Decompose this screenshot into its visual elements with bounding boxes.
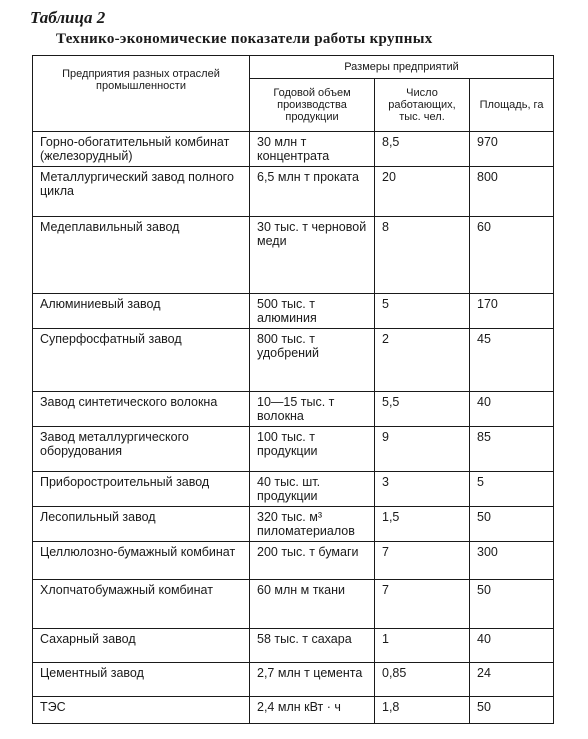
enterprise-name-cell: Целлюлозно-бумажный комбинат	[33, 542, 250, 580]
annual-volume-cell: 500 тыс. т алюминия	[250, 294, 375, 329]
annual-volume-cell: 6,5 млн т проката	[250, 167, 375, 217]
enterprise-name-cell: Суперфосфатный завод	[33, 329, 250, 392]
enterprise-name-cell: Завод металлургического оборудования	[33, 427, 250, 472]
area-cell: 60	[470, 217, 554, 294]
header-sizes-group: Размеры предприятий	[250, 56, 554, 79]
area-cell: 970	[470, 132, 554, 167]
annual-volume-cell: 30 тыс. т черновой меди	[250, 217, 375, 294]
table-row	[33, 167, 554, 217]
area-cell: 170	[470, 294, 554, 329]
table-row	[33, 472, 554, 507]
table-row	[33, 507, 554, 542]
workers-cell: 2	[375, 329, 470, 392]
area-cell: 5	[470, 472, 554, 507]
table-row	[33, 427, 554, 472]
header-enterprises: Предприятия разных отраслей промышленности	[33, 56, 250, 132]
annual-volume-cell: 30 млн т концентрата	[250, 132, 375, 167]
workers-cell: 9	[375, 427, 470, 472]
table-row	[33, 663, 554, 697]
annual-volume-cell: 10—15 тыс. т волокна	[250, 392, 375, 427]
area-cell: 40	[470, 629, 554, 663]
table-body	[33, 132, 554, 724]
workers-cell: 0,85	[375, 663, 470, 697]
workers-cell: 5	[375, 294, 470, 329]
table-row	[33, 580, 554, 629]
area-cell: 24	[470, 663, 554, 697]
area-cell: 40	[470, 392, 554, 427]
enterprise-name-cell: Алюминиевый завод	[33, 294, 250, 329]
annual-volume-cell: 100 тыс. т продукции	[250, 427, 375, 472]
enterprise-name-cell: Горно-обогатительный комбинат (железорудный)	[33, 132, 250, 167]
table-row	[33, 629, 554, 663]
workers-cell: 3	[375, 472, 470, 507]
area-cell: 800	[470, 167, 554, 217]
enterprise-name-cell: Хлопчатобумажный комбинат	[33, 580, 250, 629]
enterprise-name-cell: Металлургический завод полного цикла	[33, 167, 250, 217]
area-cell: 50	[470, 507, 554, 542]
annual-volume-cell: 320 тыс. м³ пиломатериалов	[250, 507, 375, 542]
enterprise-name-cell: Медеплавильный завод	[33, 217, 250, 294]
enterprise-table	[32, 55, 554, 724]
area-cell: 300	[470, 542, 554, 580]
area-cell: 50	[470, 580, 554, 629]
annual-volume-cell: 58 тыс. т сахара	[250, 629, 375, 663]
table-title: Технико-экономические показатели работы крупных	[56, 31, 433, 47]
enterprise-name-cell: ТЭС	[33, 697, 250, 724]
enterprise-name-cell: Приборостроительный завод	[33, 472, 250, 507]
annual-volume-cell: 60 млн м ткани	[250, 580, 375, 629]
annual-volume-cell: 800 тыс. т удобрений	[250, 329, 375, 392]
annual-volume-cell: 200 тыс. т бумаги	[250, 542, 375, 580]
workers-cell: 1,8	[375, 697, 470, 724]
area-cell: 85	[470, 427, 554, 472]
header-annual-volume: Годовой объем производства продукции	[250, 79, 375, 132]
header-workers: Число работающих, тыс. чел.	[375, 79, 470, 132]
table-row	[33, 697, 554, 724]
workers-cell: 1,5	[375, 507, 470, 542]
enterprise-name-cell: Цементный завод	[33, 663, 250, 697]
annual-volume-cell: 2,7 млн т цемента	[250, 663, 375, 697]
enterprise-name-cell: Сахарный завод	[33, 629, 250, 663]
area-cell: 50	[470, 697, 554, 724]
enterprise-name-cell: Завод синтетического волокна	[33, 392, 250, 427]
workers-cell: 1	[375, 629, 470, 663]
table-row	[33, 392, 554, 427]
table-row	[33, 132, 554, 167]
workers-cell: 20	[375, 167, 470, 217]
workers-cell: 7	[375, 580, 470, 629]
table-row	[33, 329, 554, 392]
header-area: Площадь, га	[470, 79, 554, 132]
table-caption: Таблица 2	[30, 8, 106, 27]
table-row	[33, 217, 554, 294]
table-row	[33, 542, 554, 580]
workers-cell: 5,5	[375, 392, 470, 427]
area-cell: 45	[470, 329, 554, 392]
workers-cell: 7	[375, 542, 470, 580]
table-row	[33, 294, 554, 329]
workers-cell: 8	[375, 217, 470, 294]
workers-cell: 8,5	[375, 132, 470, 167]
annual-volume-cell: 2,4 млн кВт · ч	[250, 697, 375, 724]
enterprise-name-cell: Лесопильный завод	[33, 507, 250, 542]
annual-volume-cell: 40 тыс. шт. продукции	[250, 472, 375, 507]
